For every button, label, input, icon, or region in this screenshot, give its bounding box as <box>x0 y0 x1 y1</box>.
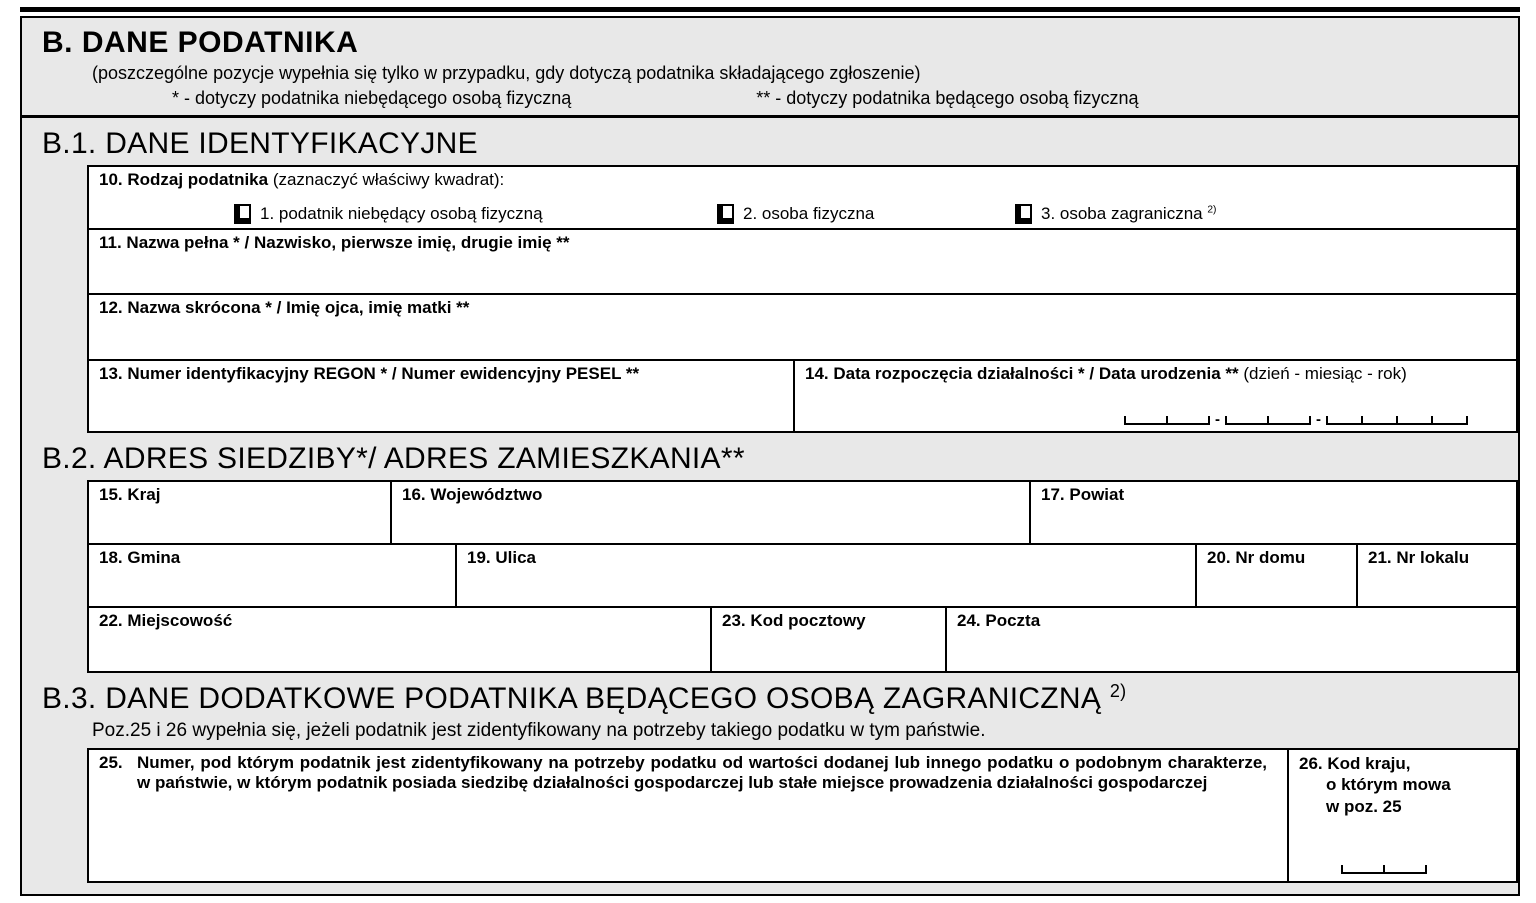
field-12-label: 12. Nazwa skrócona * / Imię ojca, imię matki ** <box>99 298 470 318</box>
section-b3-table <box>87 748 1518 883</box>
row-25-26 <box>89 750 1518 881</box>
field-19-label: 19. Ulica <box>467 548 536 568</box>
field-25-label: 25. Numer, pod którym podatnik jest zidentyfikowany na potrzeby podatku od wartości dodanej lub innego podatku o podobnym charakterze, w państwie, w którym podatnik posiada siedzibę działalności gospodarczej lub stałe miejsce prowadzenia działalności gospodarczej <box>99 753 1267 793</box>
field-17-input[interactable] <box>1031 482 1518 543</box>
country-code-comb[interactable] <box>1341 865 1427 874</box>
option-2-osoba-fizyczna[interactable] <box>717 204 874 224</box>
section-b3-title: B.3. DANE DODATKOWE PODATNIKA BĘDĄCEGO OSOBĄ ZAGRANICZNĄ $^{2)}$ <box>42 681 1127 716</box>
field-26-label: 26. Kod kraju, o którym mowa w poz. 25 <box>1299 754 1451 816</box>
field-14-input[interactable] <box>795 361 1518 431</box>
section-b-container <box>20 16 1520 896</box>
row-22-24 <box>89 608 1518 671</box>
field-11-label: 11. Nazwa pełna * / Nazwisko, pierwsze imię, drugie imię ** <box>99 233 570 253</box>
field-17-label: 17. Powiat <box>1041 485 1125 505</box>
date-month-comb[interactable] <box>1225 416 1311 425</box>
footnote-2-ref: 2) <box>1207 204 1217 216</box>
option-1-label: 1. podatnik niebędący osobą fizyczną <box>260 204 543 224</box>
row-12 <box>89 295 1518 361</box>
row-15-17 <box>89 482 1518 545</box>
section-b1-table <box>87 165 1518 433</box>
field-10 <box>89 167 1518 228</box>
field-22-input[interactable] <box>89 608 712 671</box>
field-12-input[interactable] <box>89 295 1518 359</box>
field-22-label: 22. Miejscowość <box>99 611 233 631</box>
field-21-label: 21. Nr lokalu <box>1368 548 1470 568</box>
field-20-input[interactable] <box>1197 545 1358 606</box>
section-b2-title: B.2. ADRES SIEDZIBY*/ ADRES ZAMIESZKANIA** <box>42 442 745 476</box>
field-24-input[interactable] <box>947 608 1518 671</box>
field-19-input[interactable] <box>457 545 1197 606</box>
field-16-input[interactable] <box>392 482 1031 543</box>
field-13-input[interactable] <box>89 361 795 431</box>
section-b-title: B. DANE PODATNIKA <box>42 26 359 59</box>
date-separator-2: - <box>1316 411 1321 429</box>
field-21-input[interactable] <box>1358 545 1518 606</box>
section-b-legend <box>22 88 1518 109</box>
field-15-label: 15. Kraj <box>99 485 161 505</box>
date-day-comb[interactable] <box>1124 416 1210 425</box>
field-15-input[interactable] <box>89 482 392 543</box>
field-25-number: 25. <box>99 753 123 773</box>
country-code-comb-field[interactable] <box>1341 865 1427 874</box>
section-b2-table <box>87 480 1518 673</box>
option-2-label: 2. osoba fizyczna <box>743 204 875 224</box>
section-b-subtitle: (poszczególne pozycje wypełnia się tylko w przypadku, gdy dotyczą podatnika składającego zgłoszenie) <box>92 63 921 83</box>
row-10 <box>89 167 1518 230</box>
field-18-label: 18. Gmina <box>99 548 181 568</box>
section-b-header <box>22 18 1518 118</box>
checkbox-option-1[interactable] <box>234 204 251 224</box>
field-23-label: 23. Kod pocztowy <box>722 611 866 631</box>
date-year-comb[interactable] <box>1326 416 1468 425</box>
option-1-podatnik-niebedacy[interactable] <box>234 204 543 224</box>
field-20-label: 20. Nr domu <box>1207 548 1306 568</box>
row-13-14 <box>89 361 1518 431</box>
option-3-label: 3. osoba zagraniczna $^{2)}$ <box>1041 204 1217 224</box>
field-24-label: 24. Poczta <box>957 611 1041 631</box>
field-23-input[interactable] <box>712 608 947 671</box>
option-3-osoba-zagraniczna[interactable] <box>1015 204 1216 224</box>
checkbox-option-2[interactable] <box>717 204 734 224</box>
section-b3-subtitle: Poz.25 i 26 wypełnia się, jeżeli podatnik jest zidentyfikowany na potrzeby takiego podatku w tym państwie. <box>92 720 986 742</box>
date-separator-1: - <box>1215 411 1220 429</box>
field-26-input[interactable] <box>1289 750 1518 881</box>
row-11 <box>89 230 1518 295</box>
field-16-label: 16. Województwo <box>402 485 543 505</box>
field-13-label: 13. Numer identyfikacyjny REGON * / Numer ewidencyjny PESEL ** <box>99 364 640 384</box>
checkbox-option-3[interactable] <box>1015 204 1032 224</box>
section-divider-line <box>20 7 1520 12</box>
field-18-input[interactable] <box>89 545 457 606</box>
date-comb-field[interactable] <box>1124 411 1468 429</box>
field-10-label: 10. Rodzaj podatnika (zaznaczyć właściwy kwadrat): <box>99 170 505 189</box>
field-11-input[interactable] <box>89 230 1518 293</box>
field-14-label: 14. Data rozpoczęcia działalności * / Data urodzenia ** (dzień - miesiąc - rok) <box>805 364 1407 384</box>
footnote-2-ref-title: 2) <box>1109 681 1127 702</box>
legend-single-asterisk: * - dotyczy podatnika niebędącego osobą fizyczną <box>172 88 572 108</box>
legend-double-asterisk: ** - dotyczy podatnika będącego osobą fizyczną <box>756 88 1139 108</box>
section-b1-title: B.1. DANE IDENTYFIKACYJNE <box>42 127 478 160</box>
row-18-21 <box>89 545 1518 608</box>
field-25-input[interactable] <box>89 750 1289 881</box>
field-10-options <box>99 190 1508 228</box>
